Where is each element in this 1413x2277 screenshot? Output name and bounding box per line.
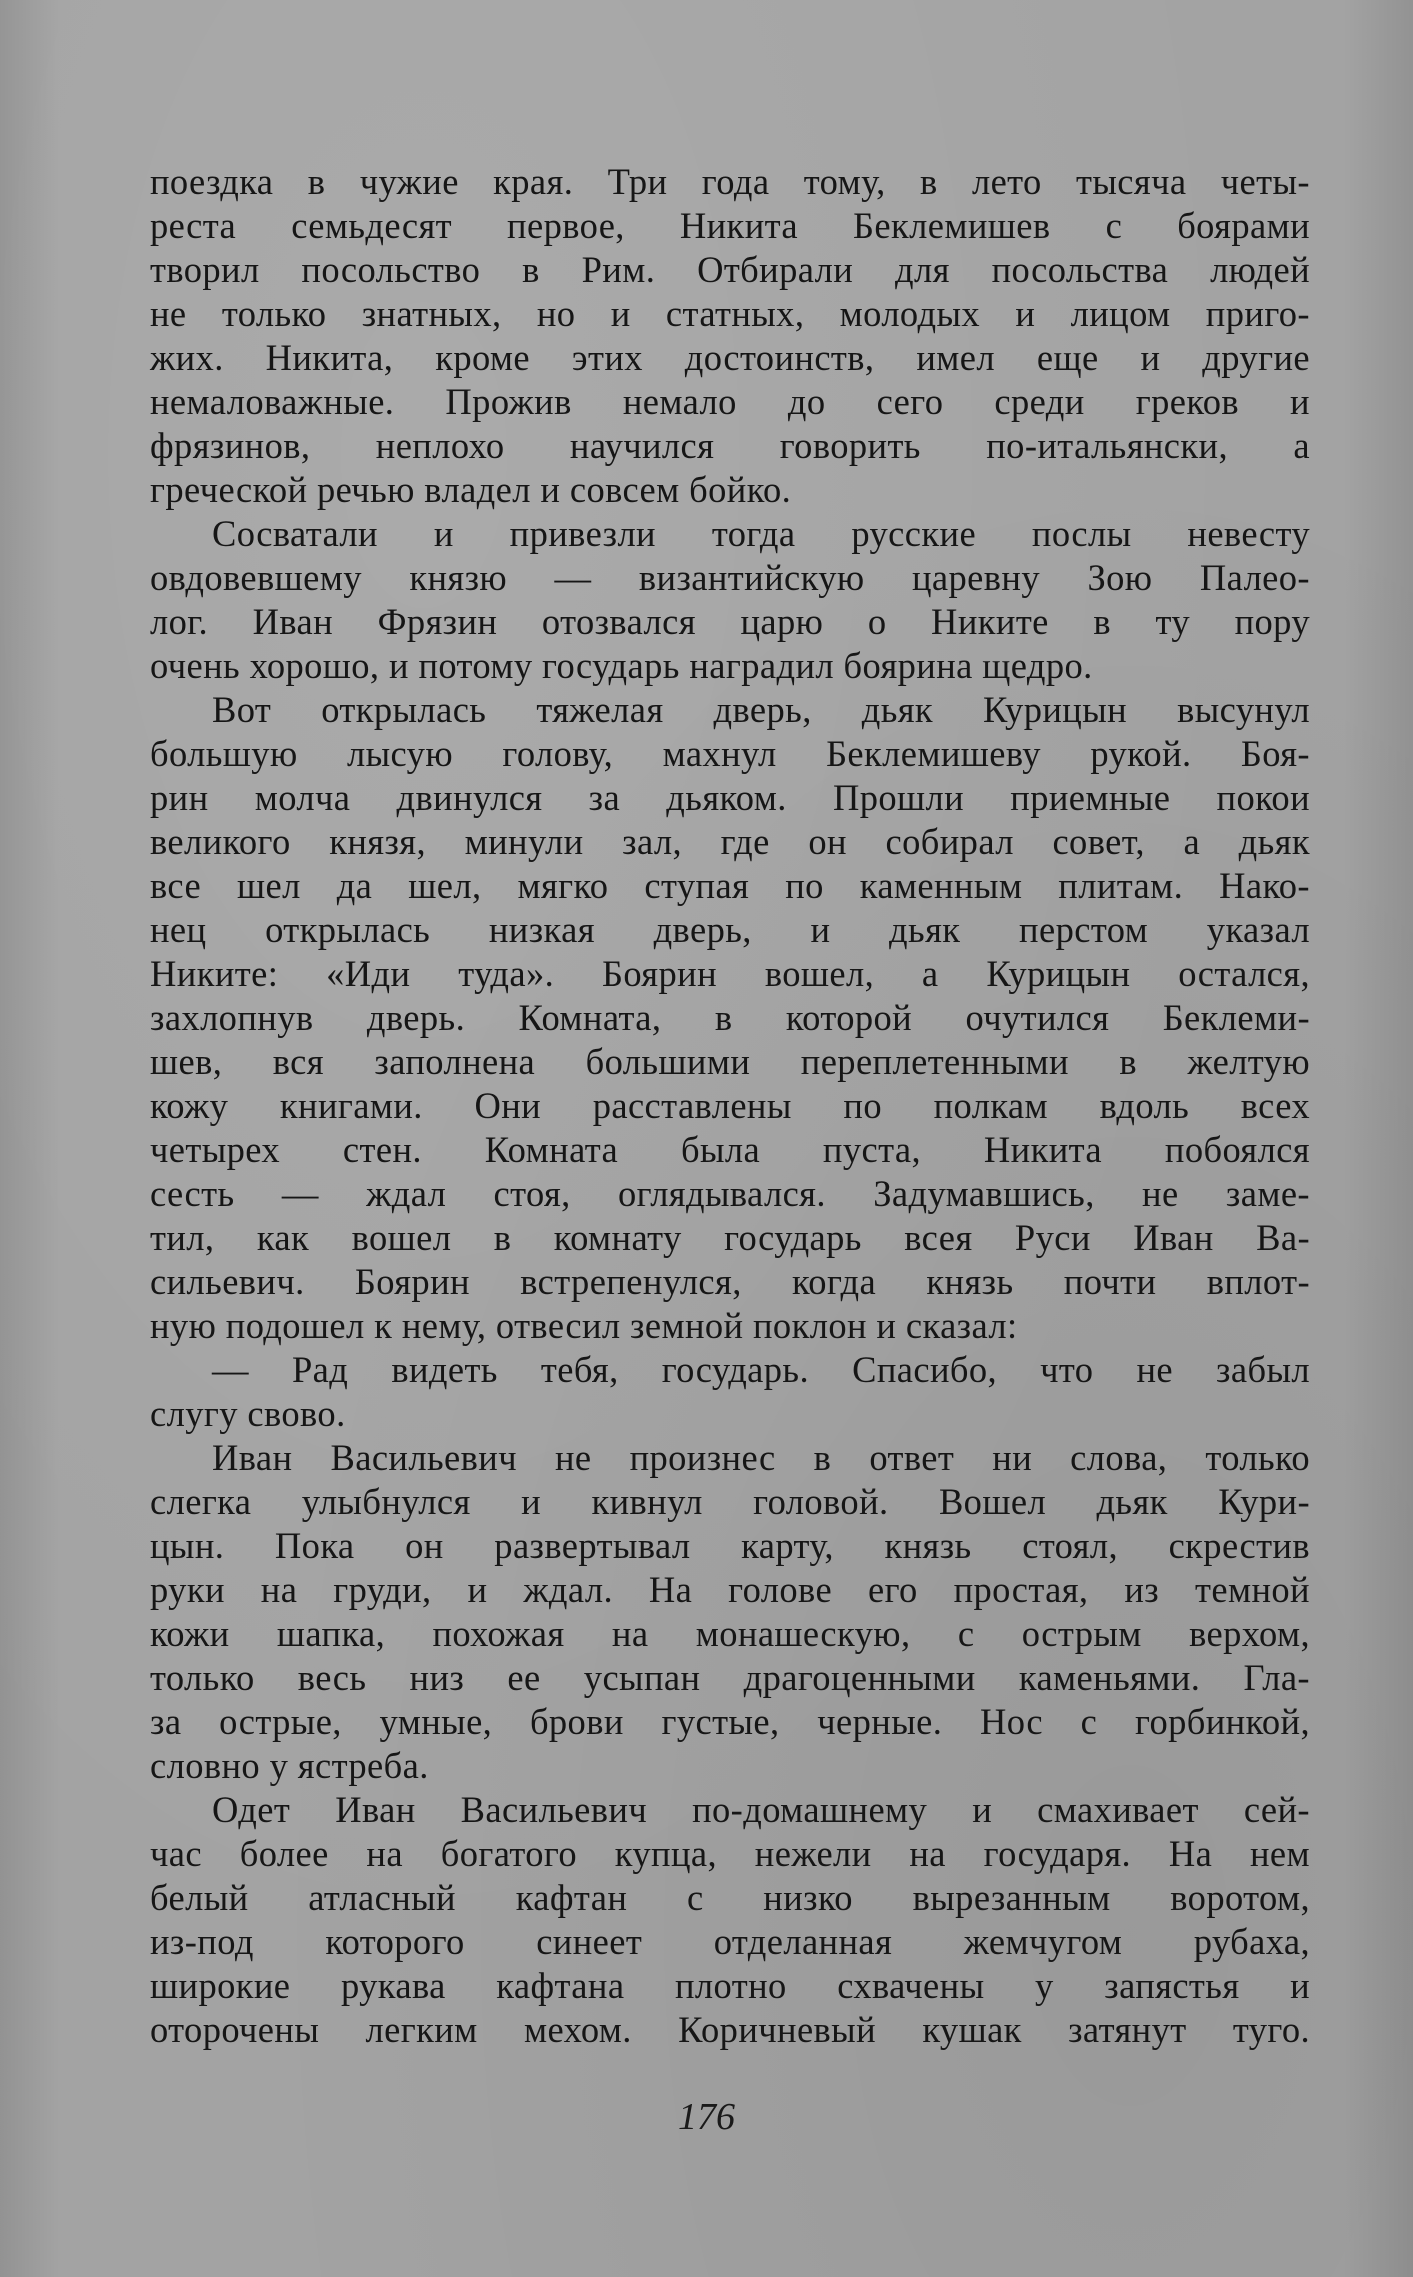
paragraph xyxy=(150,688,1310,1348)
text-line: из-под которого синеет отделанная жемчугом рубаха, xyxy=(150,1921,1310,1962)
text-line: сесть — ждал стоя, оглядывался. Задумавшись, не заме- xyxy=(150,1173,1310,1214)
text-line: слугу свово. xyxy=(150,1393,346,1434)
text-line: Иван Васильевич не произнес в ответ ни слова, только xyxy=(212,1437,1310,1478)
paragraph xyxy=(150,1788,1310,2052)
text-line: цын. Пока он развертывал карту, князь стоял, скрестив xyxy=(150,1525,1310,1566)
text-line: ную подошел к нему, отвесил земной поклон и сказал: xyxy=(150,1305,1018,1346)
text-line: нец открылась низкая дверь, и дьяк перстом указал xyxy=(150,909,1310,950)
paragraph xyxy=(150,160,1310,512)
paragraph xyxy=(150,1348,1310,1436)
text-line: очень хорошо, и потому государь наградил боярина щедро. xyxy=(150,645,1093,686)
body-text xyxy=(150,160,1310,2052)
text-line: захлопнув дверь. Комната, в которой очутился Беклеми- xyxy=(150,997,1310,1038)
text-line: великого князя, минули зал, где он собирал совет, а дьяк xyxy=(150,821,1310,862)
text-line: оторочены легким мехом. Коричневый кушак затянут туго. xyxy=(150,2009,1310,2050)
text-line: только весь низ ее усыпан драгоценными каменьями. Гла- xyxy=(150,1657,1310,1698)
text-line: овдовевшему князю — византийскую царевну Зою Палео- xyxy=(150,557,1310,598)
text-line: руки на груди, и ждал. На голове его простая, из темной xyxy=(150,1569,1310,1610)
text-line: сильевич. Боярин встрепенулся, когда князь почти вплот- xyxy=(150,1261,1310,1302)
text-line: большую лысую голову, махнул Беклемишеву рукой. Боя- xyxy=(150,733,1310,774)
text-line: не только знатных, но и статных, молодых и лицом приго- xyxy=(150,293,1310,334)
text-line: тил, как вошел в комнату государь всея Руси Иван Ва- xyxy=(150,1217,1310,1258)
paragraph xyxy=(150,512,1310,688)
text-line: кожи шапка, похожая на монашескую, с острым верхом, xyxy=(150,1613,1310,1654)
text-line: за острые, умные, брови густые, черные. Нос с горбинкой, xyxy=(150,1701,1310,1742)
text-line: лог. Иван Фрязин отозвался царю о Никите в ту пору xyxy=(150,601,1310,642)
text-line: Вот открылась тяжелая дверь, дьяк Курицын высунул xyxy=(212,689,1310,730)
text-line: широкие рукава кафтана плотно схвачены у запястья и xyxy=(150,1965,1310,2006)
text-line: Сосватали и привезли тогда русские послы невесту xyxy=(212,513,1310,554)
text-line: реста семьдесят первое, Никита Беклемишев с боярами xyxy=(150,205,1310,246)
text-line: рин молча двинулся за дьяком. Прошли приемные покои xyxy=(150,777,1310,818)
page-number: 176 xyxy=(678,2096,735,2138)
text-line: — Рад видеть тебя, государь. Спасибо, что не забыл xyxy=(212,1349,1310,1390)
text-line: фрязинов, неплохо научился говорить по-итальянски, а xyxy=(150,425,1310,466)
text-line: слегка улыбнулся и кивнул головой. Вошел дьяк Кури- xyxy=(150,1481,1310,1522)
text-line: шев, вся заполнена большими переплетенными в желтую xyxy=(150,1041,1310,1082)
text-line: Никите: «Иди туда». Боярин вошел, а Курицын остался, xyxy=(150,953,1310,994)
text-line: Одет Иван Васильевич по-домашнему и смахивает сей- xyxy=(212,1789,1310,1830)
text-line: четырех стен. Комната была пуста, Никита побоялся xyxy=(150,1129,1310,1170)
text-line: час более на богатого купца, нежели на государя. На нем xyxy=(150,1833,1310,1874)
text-line: словно у ястреба. xyxy=(150,1745,429,1786)
paragraph xyxy=(150,1436,1310,1788)
text-line: немаловажные. Прожив немало до сего среди греков и xyxy=(150,381,1310,422)
text-line: белый атласный кафтан с низко вырезанным воротом, xyxy=(150,1877,1310,1918)
text-line: греческой речью владел и совсем бойко. xyxy=(150,469,792,510)
text-line: поездка в чужие края. Три года тому, в лето тысяча четы- xyxy=(150,161,1310,202)
text-line: все шел да шел, мягко ступая по каменным плитам. Нако- xyxy=(150,865,1310,906)
text-line: кожу книгами. Они расставлены по полкам вдоль всех xyxy=(150,1085,1310,1126)
text-line: творил посольство в Рим. Отбирали для посольства людей xyxy=(150,249,1310,290)
text-line: жих. Никита, кроме этих достоинств, имел еще и другие xyxy=(150,337,1310,378)
